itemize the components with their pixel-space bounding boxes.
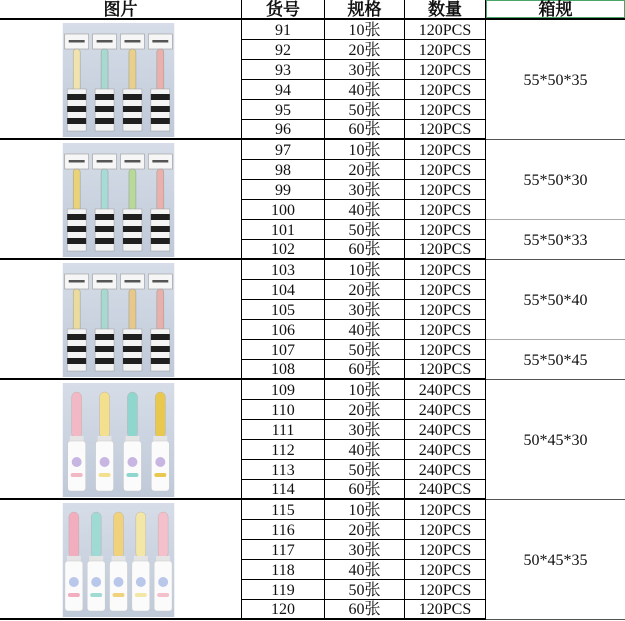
roller-label <box>113 593 125 597</box>
roller-band <box>151 118 170 124</box>
header-spec[interactable]: 规格 <box>325 0 405 20</box>
item-no-cell[interactable]: 95 <box>242 100 325 120</box>
item-no-cell[interactable]: 114 <box>242 480 325 500</box>
spec-cell[interactable]: 10张 <box>325 500 405 520</box>
roller-band <box>123 346 142 352</box>
qty-cell[interactable]: 120PCS <box>405 260 486 280</box>
roller-band <box>123 214 142 220</box>
roller-handle <box>155 392 165 438</box>
qty-cell[interactable]: 120PCS <box>405 180 486 200</box>
spec-cell[interactable]: 20张 <box>325 400 405 420</box>
box-spec-cell[interactable]: 55*50*45 <box>486 340 625 380</box>
roller-cartoon <box>114 577 124 587</box>
header-picture[interactable]: 图片 <box>0 0 242 20</box>
item-no-cell[interactable]: 109 <box>242 380 325 400</box>
item-no-cell[interactable]: 115 <box>242 500 325 520</box>
roller-cartoon <box>127 457 137 467</box>
roller-handle <box>157 289 164 331</box>
item-no-cell[interactable]: 94 <box>242 80 325 100</box>
roller-handle <box>127 392 137 438</box>
roller-band <box>67 238 86 244</box>
roller-band <box>151 346 170 352</box>
item-no-cell[interactable]: 102 <box>242 240 325 260</box>
spec-cell[interactable]: 40张 <box>325 440 405 460</box>
roller-handle <box>136 512 146 558</box>
roller-cartoon <box>72 457 82 467</box>
header-item-no[interactable]: 货号 <box>242 0 325 20</box>
spec-cell[interactable]: 60张 <box>325 240 405 260</box>
roller-handle <box>72 392 82 438</box>
roller-band <box>67 346 86 352</box>
package-print <box>124 160 140 163</box>
roller-handle <box>73 289 80 331</box>
box-spec-cell[interactable]: 50*45*35 <box>486 500 625 620</box>
item-no-cell[interactable]: 116 <box>242 520 325 540</box>
spec-cell[interactable]: 50张 <box>325 460 405 480</box>
roller-band <box>67 226 86 232</box>
roller-label <box>90 593 102 597</box>
spec-cell[interactable]: 60张 <box>325 480 405 500</box>
roller-band <box>123 226 142 232</box>
roller-band <box>151 106 170 112</box>
spec-cell[interactable]: 50张 <box>325 100 405 120</box>
roller-band <box>95 334 114 340</box>
spec-cell[interactable]: 60张 <box>325 120 405 140</box>
package-print <box>69 160 85 163</box>
product-photo[interactable] <box>0 260 241 378</box>
item-no-cell[interactable]: 92 <box>242 40 325 60</box>
item-no-cell[interactable]: 96 <box>242 120 325 140</box>
item-no-cell[interactable]: 99 <box>242 180 325 200</box>
package-print <box>97 280 113 283</box>
product-photo[interactable] <box>0 140 241 258</box>
header-box-spec[interactable]: 箱规 <box>486 0 625 20</box>
spec-cell[interactable]: 40张 <box>325 200 405 220</box>
qty-cell[interactable]: 120PCS <box>405 340 486 360</box>
roller-band <box>67 118 86 124</box>
roller-band <box>95 94 114 100</box>
box-spec-cell[interactable]: 55*50*40 <box>486 260 625 340</box>
roller-band <box>151 358 170 364</box>
qty-cell[interactable]: 240PCS <box>405 440 486 460</box>
box-spec-cell[interactable]: 55*50*33 <box>486 220 625 260</box>
product-photo[interactable] <box>0 380 241 498</box>
roller-handle <box>73 49 80 91</box>
roller-band <box>67 94 86 100</box>
qty-cell[interactable]: 120PCS <box>405 320 486 340</box>
item-no-cell[interactable]: 98 <box>242 160 325 180</box>
roller-label <box>154 473 166 477</box>
roller-band <box>123 238 142 244</box>
qty-cell[interactable]: 120PCS <box>405 100 486 120</box>
item-no-cell[interactable]: 100 <box>242 200 325 220</box>
spec-cell[interactable]: 10张 <box>325 20 405 40</box>
product-photo[interactable] <box>0 20 241 138</box>
package-print <box>152 280 168 283</box>
item-no-cell[interactable]: 119 <box>242 580 325 600</box>
qty-cell[interactable]: 120PCS <box>405 20 486 40</box>
package-print <box>69 280 85 283</box>
spec-cell[interactable]: 60张 <box>325 360 405 380</box>
spec-cell[interactable]: 20张 <box>325 280 405 300</box>
spec-cell[interactable]: 30张 <box>325 420 405 440</box>
roller-label <box>99 473 111 477</box>
product-picture-cell[interactable] <box>0 140 242 260</box>
item-no-cell[interactable]: 110 <box>242 400 325 420</box>
qty-cell[interactable]: 120PCS <box>405 140 486 160</box>
roller-band <box>123 94 142 100</box>
spec-cell[interactable]: 40张 <box>325 320 405 340</box>
spec-cell[interactable]: 60张 <box>325 600 405 620</box>
roller-handle <box>73 169 80 211</box>
roller-handle <box>91 512 101 558</box>
spec-cell[interactable]: 30张 <box>325 300 405 320</box>
item-no-cell[interactable]: 117 <box>242 540 325 560</box>
qty-cell[interactable]: 120PCS <box>405 200 486 220</box>
product-picture-cell[interactable] <box>0 20 242 140</box>
qty-cell[interactable]: 120PCS <box>405 220 486 240</box>
spec-cell[interactable]: 20张 <box>325 40 405 60</box>
roller-handle <box>129 49 136 91</box>
spec-cell[interactable]: 30张 <box>325 180 405 200</box>
qty-cell[interactable]: 240PCS <box>405 420 486 440</box>
spec-cell[interactable]: 40张 <box>325 80 405 100</box>
item-no-cell[interactable]: 101 <box>242 220 325 240</box>
roller-label <box>135 593 147 597</box>
qty-cell[interactable]: 120PCS <box>405 600 486 620</box>
package-print <box>69 40 85 43</box>
roller-cartoon <box>91 577 101 587</box>
roller-cartoon <box>155 457 165 467</box>
roller-handle <box>129 169 136 211</box>
roller-band <box>151 226 170 232</box>
spec-cell[interactable]: 10张 <box>325 140 405 160</box>
package-print <box>124 280 140 283</box>
qty-cell[interactable]: 240PCS <box>405 480 486 500</box>
qty-cell[interactable]: 120PCS <box>405 80 486 100</box>
spec-cell[interactable]: 50张 <box>325 340 405 360</box>
item-no-cell[interactable]: 93 <box>242 60 325 80</box>
roller-band <box>67 334 86 340</box>
roller-label <box>68 593 80 597</box>
package-print <box>124 40 140 43</box>
qty-cell[interactable]: 120PCS <box>405 580 486 600</box>
product-picture-cell[interactable] <box>0 380 242 500</box>
item-no-cell[interactable]: 103 <box>242 260 325 280</box>
roller-band <box>123 334 142 340</box>
item-no-cell[interactable]: 120 <box>242 600 325 620</box>
roller-band <box>151 214 170 220</box>
roller-label <box>157 593 169 597</box>
qty-cell[interactable]: 120PCS <box>405 500 486 520</box>
qty-cell[interactable]: 240PCS <box>405 380 486 400</box>
roller-handle <box>158 512 168 558</box>
roller-handle <box>101 49 108 91</box>
package-print <box>152 160 168 163</box>
qty-cell[interactable]: 120PCS <box>405 520 486 540</box>
roller-band <box>95 238 114 244</box>
roller-band <box>151 94 170 100</box>
item-no-cell[interactable]: 112 <box>242 440 325 460</box>
box-spec-cell[interactable]: 55*50*30 <box>486 140 625 220</box>
qty-cell[interactable]: 240PCS <box>405 400 486 420</box>
item-no-cell[interactable]: 106 <box>242 320 325 340</box>
roller-handle <box>69 512 79 558</box>
roller-band <box>123 358 142 364</box>
roller-handle <box>101 169 108 211</box>
roller-band <box>67 214 86 220</box>
spec-cell[interactable]: 30张 <box>325 540 405 560</box>
package-print <box>97 40 113 43</box>
item-no-cell[interactable]: 111 <box>242 420 325 440</box>
spec-cell[interactable]: 20张 <box>325 520 405 540</box>
qty-cell[interactable]: 120PCS <box>405 360 486 380</box>
roller-band <box>67 106 86 112</box>
roller-handle <box>157 169 164 211</box>
roller-band <box>67 358 86 364</box>
product-picture-cell[interactable] <box>0 260 242 380</box>
roller-band <box>95 358 114 364</box>
package-print <box>97 160 113 163</box>
roller-band <box>151 334 170 340</box>
qty-cell[interactable]: 120PCS <box>405 160 486 180</box>
box-spec-cell[interactable]: 50*45*30 <box>486 380 625 500</box>
roller-band <box>95 118 114 124</box>
qty-cell[interactable]: 240PCS <box>405 460 486 480</box>
item-no-cell[interactable]: 118 <box>242 560 325 580</box>
roller-band <box>151 238 170 244</box>
roller-band <box>123 118 142 124</box>
roller-cartoon <box>100 457 110 467</box>
product-picture-cell[interactable] <box>0 500 242 620</box>
qty-cell[interactable]: 120PCS <box>405 240 486 260</box>
roller-handle <box>157 49 164 91</box>
roller-handle <box>129 289 136 331</box>
item-no-cell[interactable]: 97 <box>242 140 325 160</box>
roller-band <box>95 346 114 352</box>
spec-cell[interactable]: 50张 <box>325 220 405 240</box>
package-print <box>152 40 168 43</box>
qty-cell[interactable]: 120PCS <box>405 540 486 560</box>
roller-label <box>71 473 83 477</box>
qty-cell[interactable]: 120PCS <box>405 40 486 60</box>
roller-band <box>95 106 114 112</box>
qty-cell[interactable]: 120PCS <box>405 60 486 80</box>
qty-cell[interactable]: 120PCS <box>405 120 486 140</box>
spec-cell[interactable]: 10张 <box>325 380 405 400</box>
roller-handle <box>114 512 124 558</box>
roller-handle <box>100 392 110 438</box>
item-no-cell[interactable]: 105 <box>242 300 325 320</box>
item-no-cell[interactable]: 104 <box>242 280 325 300</box>
item-no-cell[interactable]: 113 <box>242 460 325 480</box>
roller-handle <box>101 289 108 331</box>
roller-cartoon <box>158 577 168 587</box>
spec-cell[interactable]: 50张 <box>325 580 405 600</box>
spec-cell[interactable]: 20张 <box>325 160 405 180</box>
item-no-cell[interactable]: 108 <box>242 360 325 380</box>
box-spec-cell[interactable]: 55*50*35 <box>486 20 625 140</box>
roller-cartoon <box>136 577 146 587</box>
qty-cell[interactable]: 120PCS <box>405 280 486 300</box>
roller-label <box>126 473 138 477</box>
qty-cell[interactable]: 120PCS <box>405 560 486 580</box>
qty-cell[interactable]: 120PCS <box>405 300 486 320</box>
header-qty[interactable]: 数量 <box>405 0 486 20</box>
spec-cell[interactable]: 10张 <box>325 260 405 280</box>
product-photo[interactable] <box>0 500 241 618</box>
spec-cell[interactable]: 40张 <box>325 560 405 580</box>
item-no-cell[interactable]: 91 <box>242 20 325 40</box>
roller-band <box>95 226 114 232</box>
roller-band <box>95 214 114 220</box>
spec-cell[interactable]: 30张 <box>325 60 405 80</box>
roller-cartoon <box>69 577 79 587</box>
roller-band <box>123 106 142 112</box>
item-no-cell[interactable]: 107 <box>242 340 325 360</box>
